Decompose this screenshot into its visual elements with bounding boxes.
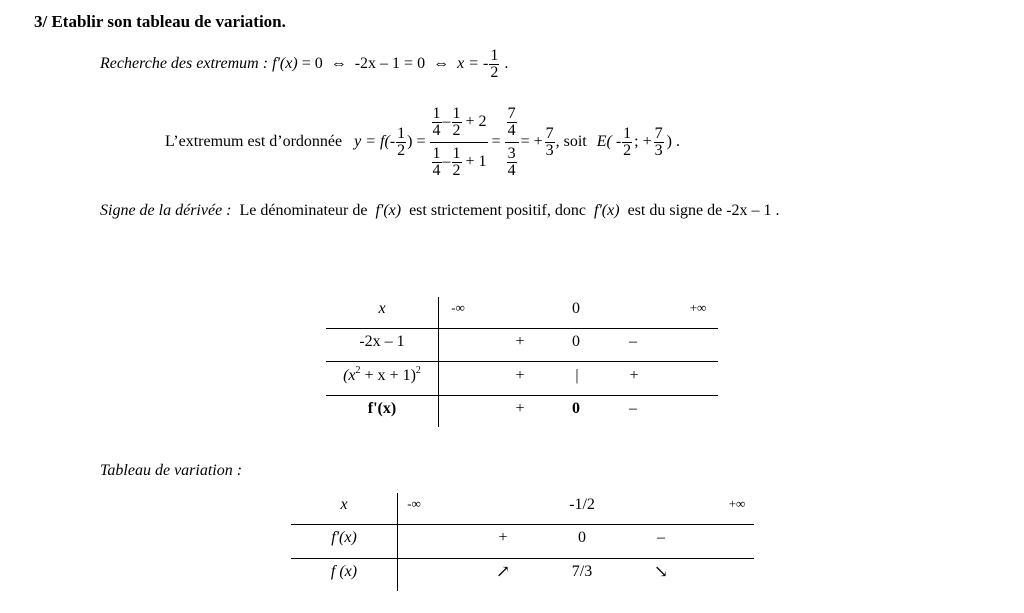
sign-row-left: + [515, 367, 525, 384]
sign-header-minus-inf: -∞ [451, 300, 465, 315]
sign-header-x: x [378, 300, 386, 317]
equals-plus: = + [520, 133, 543, 150]
frac-denominator: 2 [397, 141, 406, 159]
sign-text-1: Le dénominateur de [239, 202, 368, 219]
x-equals: x = - [457, 55, 489, 72]
decreasing-arrow-icon: ↘ [653, 562, 669, 581]
soit: , soit [555, 133, 587, 150]
f-prime-symbol: f'(x) [272, 55, 298, 72]
variation-header-plus-inf: +∞ [728, 496, 746, 511]
f-prime-2: f'(x) [593, 202, 620, 219]
sign-text-2: est strictement positif, donc [409, 202, 586, 219]
close-eq: ) = [407, 133, 426, 150]
y-equals-f: y = f(- [354, 133, 396, 150]
sign-row-mid: | [575, 367, 579, 384]
variation-table-line [291, 558, 754, 559]
sign-row-left: + [515, 333, 525, 350]
equiv-zero: = 0 ⇔ [297, 55, 355, 72]
variation-header-minus-inf: -∞ [407, 496, 421, 511]
equals-2: = [491, 133, 501, 150]
variation-row-fp-left: + [498, 529, 508, 546]
variation-label: Tableau de variation : [100, 462, 243, 479]
variation-row-fp-label: f'(x) [331, 529, 357, 546]
big-fraction-numerator: $\frac{1}{4}$ – $\frac{1}{2}$ + 2 [432, 104, 487, 139]
sign-row-label: f'(x) [367, 400, 397, 417]
point-e-y: $\frac{7}{3}$ [654, 124, 663, 159]
variation-row-fp-right: – [657, 529, 665, 546]
sign-row-left: + [515, 400, 525, 417]
increasing-arrow-icon: ↗ [495, 562, 511, 581]
point-e-close: ) . [666, 133, 680, 150]
variation-row-fp-mid: 0 [578, 529, 586, 546]
sign-header-plus-inf: +∞ [689, 300, 707, 315]
variation-row-f-mid: 7/3 [571, 563, 593, 580]
equation-2x: -2x – 1 = 0 ⇔ [354, 55, 458, 72]
sign-row-label: -2x – 1 [359, 333, 405, 350]
variation-table-line [291, 524, 754, 525]
frac-denominator: 2 [490, 63, 499, 81]
period: . [504, 55, 509, 72]
big-fraction-denominator: $\frac{1}{4}$ – $\frac{1}{2}$ + 1 [430, 142, 488, 179]
sign-row-right: + [629, 367, 639, 384]
point-e-open: E( - [596, 133, 622, 150]
sign-row-mid: 0 [572, 400, 580, 417]
frac-numerator: 1 [490, 46, 499, 64]
sign-row-mid: 0 [572, 333, 580, 350]
sign-text-3: est du signe de -2x – 1 . [627, 202, 780, 219]
result-fraction: $\frac{7}{3}$ [545, 124, 554, 159]
section-heading: 3/ Etablir son tableau de variation. [34, 12, 286, 31]
sign-derivative-label: Signe de la dérivée : [100, 202, 232, 219]
sign-header-zero: 0 [572, 300, 580, 317]
variation-header-x: x [340, 496, 348, 513]
point-e-sep: ; + [634, 133, 652, 150]
point-e-x: $\frac{1}{2}$ [623, 124, 632, 159]
compound-fraction: $\frac{\frac{7}{4}}{\frac{3}{4}}$ [505, 106, 519, 179]
sign-row-label: $(x^2 + x + 1)^2$ [343, 365, 421, 384]
variation-row-f-label: f (x) [330, 563, 358, 580]
variation-header-mid: -1/2 [569, 496, 595, 513]
sign-row-right: – [629, 400, 637, 417]
f-prime-1: f'(x) [375, 202, 402, 219]
frac-numerator: 1 [397, 124, 406, 142]
extremum-search-label: Recherche des extremum : [100, 55, 269, 72]
variation-table-divider [397, 493, 398, 591]
sign-row-right: – [629, 333, 637, 350]
ordinate-text: L’extremum est d’ordonnée [165, 133, 343, 150]
